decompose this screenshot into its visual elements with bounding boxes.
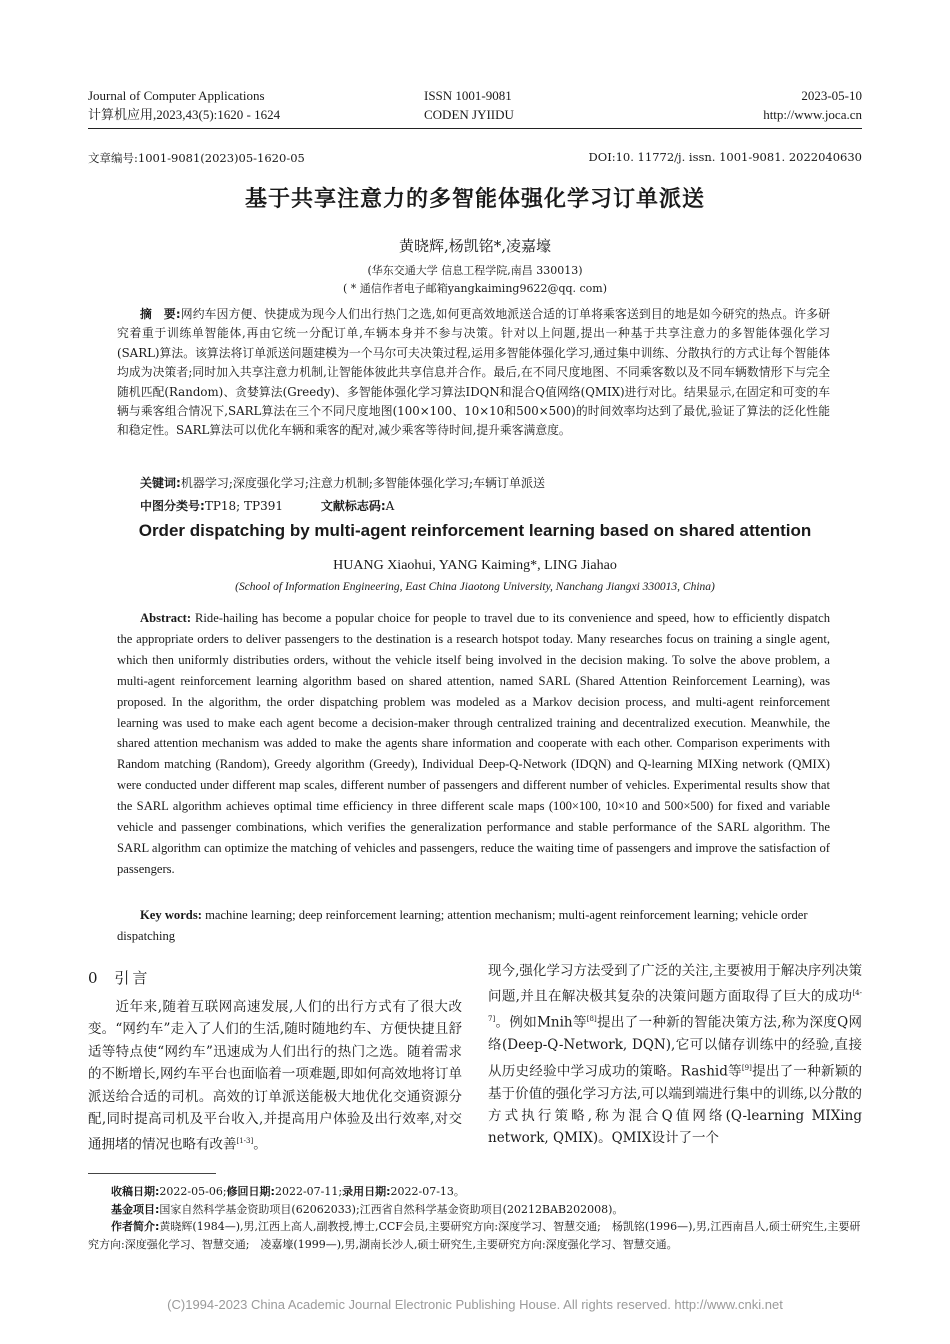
citation-4-7[interactable]: [4-7] xyxy=(488,989,862,1024)
keywords-en-text: machine learning; deep reinforcement learning; attention mechanism; multi-agent reinforcement learning; vehicle order dispatching xyxy=(117,908,808,943)
journal-name-en: Journal of Computer Applications xyxy=(88,88,265,103)
body-column-left xyxy=(88,996,462,1156)
section-heading xyxy=(88,967,150,988)
body-column-right xyxy=(488,960,862,1150)
dates-line xyxy=(88,1183,862,1201)
affiliation-cn: (华东交通大学 信息工程学院,南昌 330013) xyxy=(367,264,583,277)
authors-en: HUANG Xiaohui, YANG Kaiming*, LING Jiahao xyxy=(333,558,617,573)
publish-date: 2023-05-10 xyxy=(801,88,862,103)
section-number: 0 xyxy=(88,969,98,987)
paper-title-en: Order dispatching by multi-agent reinforcement learning based on shared attention xyxy=(138,521,812,540)
citation-8[interactable]: [8] xyxy=(586,1015,597,1024)
copyright-notice: (C)1994-2023 China Academic Journal Electronic Publishing House. All rights reserved. http://www.cnki.net xyxy=(167,1297,783,1312)
keywords-cn xyxy=(140,474,840,491)
paragraph-end: 。 xyxy=(253,1136,267,1153)
abstract-cn-label: 摘 要: xyxy=(140,307,181,321)
corresponding-author-cn: ( * 通信作者电子邮箱yangkaiming9622@qq. com) xyxy=(342,282,608,295)
issn-info xyxy=(424,86,514,124)
abstract-en-label: Abstract: xyxy=(140,611,192,625)
intro-right-part-4: 提出了一种新颖的基于价值的强化学习方法,可以端到端进行集中的训练,以分散的方式执行策略,称为混合Q值网络(Q-learning MIXing network, QMIX)。QMIX设计了一个 xyxy=(488,1063,862,1147)
issn: ISSN 1001-9081 xyxy=(424,88,512,103)
journal-citation-cn: 计算机应用,2023,43(5):1620 - 1624 xyxy=(88,107,281,122)
footnote-rule xyxy=(88,1173,216,1174)
received-date: 2022-05-06; xyxy=(159,1185,227,1198)
affiliation-en: (School of Information Engineering, East China Jiaotong University, Nanchang Jiangxi 330013, China) xyxy=(235,581,715,593)
accepted-date: 2022-07-13。 xyxy=(390,1185,465,1198)
footnotes xyxy=(88,1183,862,1253)
keywords-cn-text: 机器学习;深度强化学习;注意力机制;多智能体强化学习;车辆订单派送 xyxy=(180,476,545,490)
funding-text: 国家自然科学基金资助项目(62062033);江西省自然科学基金资助项目(20212BAB202008)。 xyxy=(159,1202,624,1216)
clc-label: 中图分类号: xyxy=(140,499,205,513)
keywords-en-label: Key words: xyxy=(140,908,202,922)
citation-1-3[interactable]: [1-3] xyxy=(236,1137,254,1146)
section-title: 引言 xyxy=(114,969,151,987)
doc-code-label: 文献标志码: xyxy=(320,499,386,513)
received-label: 收稿日期: xyxy=(111,1185,160,1198)
bio-label: 作者简介: xyxy=(111,1220,160,1233)
bio-text: 黄晓辉(1984—),男,江西上高人,副教授,博士,CCF会员,主要研究方向:深度学习、智慧交通; 杨凯铭(1996—),男,江西南昌人,硕士研究生,主要研究方向:深度强化学习、智慧交通; 凌嘉壕(1999—),男,湖南长沙人,硕士研究生,主要研究方向:深度强化学习、智慧交通。 xyxy=(88,1220,861,1251)
intro-right-part-1: 现今,强化学习方法受到了广泛的关注,主要被用于解决序列决策问题,并且在解决极其复杂的决策问题方面取得了巨大的成功 xyxy=(488,963,862,1005)
abstract-en-text: Ride-hailing has become a popular choice for people to travel due to its convenience and speed, how to efficiently dispatch the appropriate orders to deliver passengers to the destination is a research hotspot today. Many researches focus on training a single agent, which then uniformly distributies orders, without the vehicle itself being involved in the decision making. To solve the above problem, a multi-agent reinforcement learning algorithm based on shared attention, named SARL (Shared Attention Reinforcement Learning), was proposed. In the algorithm, the order dispatching problem was modeled as a Markov decision process, and multi-agent reinforcement learning was used to make each agent become a decision-maker through centralized training and decentralized execution. Meanwhile, the shared attention mechanism was added to make the agents share information and cooperate with each other. Comparison experiments with Random matching (Random), Greedy algorithm (Greedy), Individual Deep-Q-Network (IDQN) and Q-learning MIXing network (QMIX) were conducted under different map scales, different number of passengers and different number of vehicles. Experimental results show that the SARL algorithm achieves optimal time efficiency in three different scale maps (100×100, 10×10 and 500×500) for fixed and variable vehicle and passenger combinations, which verifies the generalization performance and stable performance of the SARL algorithm. The SARL algorithm can optimize the matching of vehicles and passengers, reduce the waiting time of passengers and improve the satisfaction of passengers. xyxy=(117,611,830,876)
classification-cn xyxy=(140,497,840,514)
date-info xyxy=(763,86,862,124)
accepted-label: 录用日期: xyxy=(342,1185,391,1198)
journal-url[interactable]: http://www.joca.cn xyxy=(763,107,862,122)
doi[interactable]: DOI:10. 11772/j. issn. 1001-9081. 2022040630 xyxy=(588,150,862,164)
intro-paragraph-left: 近年来,随着互联网高速发展,人们的出行方式有了很大改变。“网约车”走入了人们的生活,随时随地约车、方便快捷且舒适等特点使“网约车”迅速成为人们出行的热门之选。随着需求的不断增长,网约车平台也面临着一项难题,即如何高效地将订单派送给合适的司机。高效的订单派送能极大地优化交通资源分配,同时提高司机及平台收入,并提高用户体验及出行效率,对交通拥堵的情况也略有改善 xyxy=(88,999,462,1153)
header-rule xyxy=(88,128,862,129)
abstract-en xyxy=(117,608,830,880)
paper-title-cn: 基于共享注意力的多智能体强化学习订单派送 xyxy=(244,187,705,212)
doc-code: A xyxy=(385,499,395,513)
keywords-en xyxy=(117,905,830,947)
clc-code: TP18; TP391 xyxy=(204,499,283,513)
abstract-cn xyxy=(117,305,830,441)
keywords-cn-label: 关键词: xyxy=(140,476,181,490)
funding-label: 基金项目: xyxy=(111,1202,160,1216)
article-number: 文章编号:1001-9081(2023)05-1620-05 xyxy=(88,151,305,165)
intro-right-part-2: 。例如Mnih等 xyxy=(495,1014,587,1031)
funding-line xyxy=(88,1201,862,1219)
revised-label: 修回日期: xyxy=(226,1185,275,1198)
citation-9[interactable]: [9] xyxy=(741,1063,752,1072)
coden: CODEN JYIIDU xyxy=(424,107,514,122)
journal-info xyxy=(88,86,280,124)
intro-right-part-3: 提出了一种新的智能决策方法,称为深度Q网络(Deep-Q-Network, DQN),它可以储存训练中的经验,直接从历史经验中学习成功的策略。Rashid等 xyxy=(488,1014,863,1080)
abstract-cn-text: 网约车因方便、快捷成为现今人们出行热门之选,如何更高效地派送合适的订单将乘客送到目的地是如今研究的热点。许多研究着重于训练单智能体,再由它统一分配订单,车辆本身并不参与决策。针对以上问题,提出一种基于共享注意力的多智能体强化学习(SARL)算法。该算法将订单派送问题建模为一个马尔可夫决策过程,运用多智能体强化学习,通过集中训练、分散执行的方式让每个智能体均成为决策者;同时加入共享注意力机制,让智能体彼此共享信息并合作。最后,在不同尺度地图、不同乘客数以及不同车辆数情形下与完全随机匹配(Random)、贪婪算法(Greedy)、多智能体强化学习算法IDQN和混合Q值网络(QMIX)进行对比。结果显示,在固定和可变的车辆与乘客组合情况下,SARL算法在三个不同尺度地图(100×100、10×10和500×500)的时间效率均达到了最优,验证了算法的泛化性能和稳定性。SARL算法可以优化车辆和乘客的配对,减少乘客等待时间,提升乘客满意度。 xyxy=(117,307,831,438)
authors-cn: 黄晓辉,杨凯铭*,凌嘉壕 xyxy=(398,237,552,255)
revised-date: 2022-07-11; xyxy=(274,1185,343,1198)
bio-line xyxy=(88,1218,862,1253)
